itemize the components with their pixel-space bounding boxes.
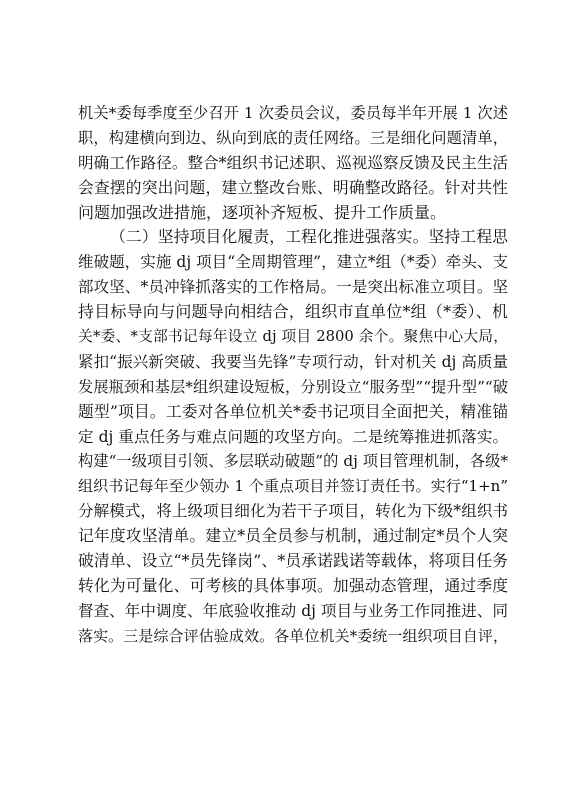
document-body	[78, 101, 508, 649]
text-line: 记年度攻坚清单。建立*员全员参与机制，通过制定*员个人突	[78, 526, 508, 546]
text-line: 维破题，实施 dj 项目“全周期管理”，建立*组（*委）牵头、支	[78, 253, 508, 272]
section-heading-line: （二）坚持项目化履责，工程化推进强落实。坚持工程思	[110, 227, 508, 247]
text-line: 发展瓶颈和基层*组织建设短板，分别设立“服务型”“提升型”“破	[78, 377, 508, 396]
text-line: 部攻坚、*员冲锋抓落实的工作格局。一是突出标准立项目。坚	[78, 278, 508, 297]
text-line: 定 dj 重点任务与难点问题的攻坚方向。二是统筹推进抓落实。	[78, 427, 508, 446]
text-line: 关*委、*支部书记每年设立 dj 项目 2800 余个。聚焦中心大局，	[78, 328, 508, 346]
text-line: 会查摆的突出问题，建立整改台账、明确整改路径。针对共性	[78, 177, 508, 197]
text-line: 问题加强改进措施，逐项补齐短板、提升工作质量。	[78, 202, 447, 222]
text-line: 构建“一级项目引领、多层联动破题”的 dj 项目管理机制，各级*	[78, 452, 508, 471]
text-line: 督查、年中调度、年底验收推动 dj 项目与业务工作同推进、同	[78, 601, 508, 620]
text-line: 组织书记每年至少领办 1 个重点项目并签订责任书。实行“1+n”	[78, 477, 508, 496]
text-line: 落实。三是综合评估验成效。各单位机关*委统一组织项目自评，	[78, 626, 508, 645]
text-line: 破清单、设立“*员先锋岗”、*员承诺践诺等载体，将项目任务	[78, 551, 508, 571]
text-line: 转化为可量化、可考核的具体事项。加强动态管理，通过季度	[78, 575, 508, 595]
text-line: 职，构建横向到边、纵向到底的责任网络。三是细化问题清单，	[78, 128, 508, 147]
text-line: 紧扣“振兴新突破、我要当先锋”专项行动，针对机关 dj 高质量	[78, 352, 508, 371]
text-line: 分解模式，将上级项目细化为若干子项目，转化为下级*组织书	[78, 502, 508, 521]
text-line: 题型”项目。工委对各单位机关*委书记项目全面把关，精准锚	[78, 401, 508, 421]
text-line: 持目标导向与问题导向相结合，组织市直单位*组（*委）、机	[78, 302, 508, 322]
text-line: 机关*委每季度至少召开 1 次委员会议，委员每半年开展 1 次述	[78, 104, 508, 122]
text-line: 明确工作路径。整合*组织书记述职、巡视巡察反馈及民主生活	[78, 153, 508, 172]
